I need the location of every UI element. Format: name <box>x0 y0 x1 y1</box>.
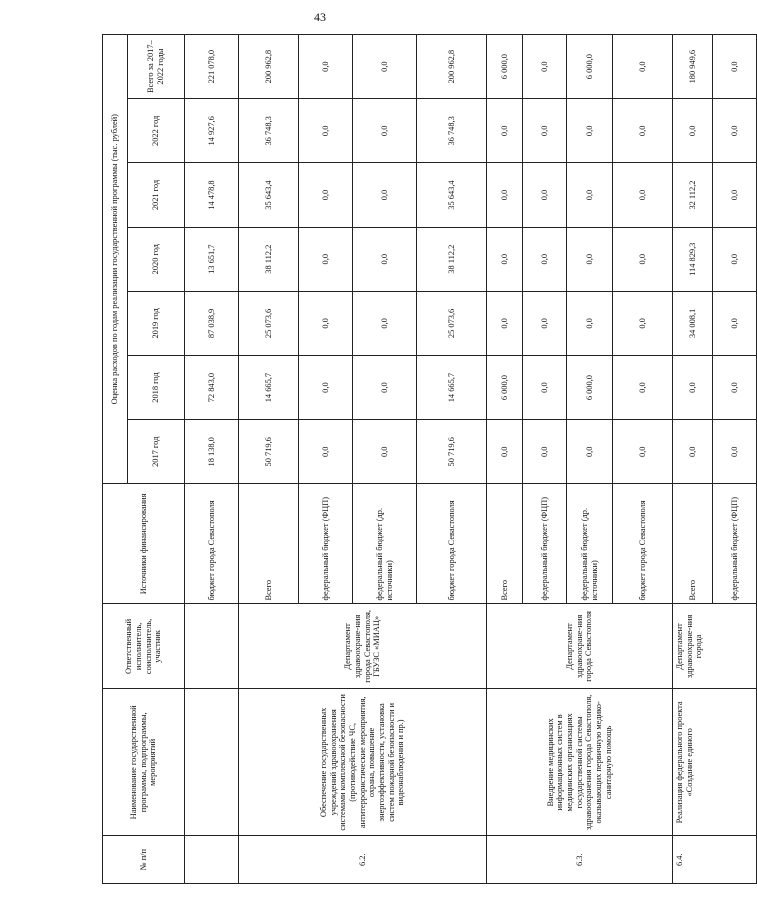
cell-source: бюджет города Севастополя <box>185 484 239 604</box>
cell-value: 0,0 <box>673 99 713 163</box>
cell-value: 0,0 <box>713 99 757 163</box>
cell-value: 0,0 <box>523 35 567 99</box>
cell-value: 6 000,0 <box>487 35 523 99</box>
cell-value: 0,0 <box>713 291 757 355</box>
cell-value: 13 651,7 <box>185 227 239 291</box>
cell-value: 0,0 <box>487 163 523 227</box>
cell-value: 0,0 <box>487 227 523 291</box>
cell-value: 0,0 <box>299 420 353 484</box>
cell-value: 0,0 <box>567 291 613 355</box>
header-estimate: Оценка расходов по годам реализации государственной программы (тыс. рублей) <box>103 35 128 484</box>
cell-value: 25 073,6 <box>417 291 487 355</box>
header-year: 2017 год <box>128 420 185 484</box>
header-year: 2022 год <box>128 99 185 163</box>
header-year: 2018 год <box>128 356 185 420</box>
cell-source: федеральный бюджет (ФЦП) <box>523 484 567 604</box>
header-num: № п/п <box>103 836 185 884</box>
cell-value: 0,0 <box>613 35 673 99</box>
cell-value: 35 643,4 <box>417 163 487 227</box>
cell-value: 0,0 <box>523 420 567 484</box>
cell-value: 0,0 <box>567 227 613 291</box>
cell-value: 0,0 <box>613 99 673 163</box>
cell-value: 0,0 <box>299 99 353 163</box>
cell-value: 0,0 <box>713 356 757 420</box>
cell-num: 6.3. <box>487 836 673 884</box>
cell-value: 72 843,0 <box>185 356 239 420</box>
cell-value: 87 038,9 <box>185 291 239 355</box>
table-row <box>673 35 713 884</box>
cell-value: 0,0 <box>613 356 673 420</box>
cell-value: 0,0 <box>567 163 613 227</box>
cell-value: 0,0 <box>299 163 353 227</box>
cell-value: 0,0 <box>299 227 353 291</box>
cell-source: бюджет города Севастополя <box>417 484 487 604</box>
header-name: Наименование государственной программы, подпрограммы, мероприятий <box>103 689 185 836</box>
header-year: 2019 год <box>128 291 185 355</box>
cell-value: 6 000,0 <box>567 356 613 420</box>
cell-value: 221 078,0 <box>185 35 239 99</box>
cell-value: 38 112,2 <box>239 227 299 291</box>
cell-value: 38 112,2 <box>417 227 487 291</box>
cell-value: 200 962,8 <box>239 35 299 99</box>
cell-value: 25 073,6 <box>239 291 299 355</box>
cell-value: 50 719,6 <box>239 420 299 484</box>
cell-value: 14 927,6 <box>185 99 239 163</box>
budget-table <box>102 34 757 884</box>
table-row <box>487 35 523 884</box>
cell-value: 0,0 <box>713 227 757 291</box>
cell-name: Обеспечение государственных учреждений здравоохранения системами комплексной безопасности (противодействие ЧС, антитеррористические мероприятия, охрана, повышение энергоэффективности, установка систем пожарной безопасности и видеонаблюдения и пр.) <box>239 689 487 836</box>
cell-value: 18 138,0 <box>185 420 239 484</box>
cell-source: федеральный бюджет (ФЦП) <box>299 484 353 604</box>
header-year: 2020 год <box>128 227 185 291</box>
header-responsible: Ответственный исполнитель, соисполнитель, участник <box>103 604 185 689</box>
cell-value: 32 112,2 <box>673 163 713 227</box>
cell-value: 0,0 <box>523 99 567 163</box>
cell-value: 200 962,8 <box>417 35 487 99</box>
cell-value: 0,0 <box>673 356 713 420</box>
cell-source: федеральный бюджет (ФЦП) <box>713 484 757 604</box>
cell-source: Всего <box>673 484 713 604</box>
cell-value: 36 748,3 <box>417 99 487 163</box>
cell-value: 0,0 <box>713 163 757 227</box>
cell-value: 36 748,3 <box>239 99 299 163</box>
cell-source: бюджет города Севастополя <box>613 484 673 604</box>
table-row <box>239 35 299 884</box>
cell-source: Всего <box>487 484 523 604</box>
cell-value: 6 000,0 <box>567 35 613 99</box>
cell-num <box>185 836 239 884</box>
cell-value: 0,0 <box>567 420 613 484</box>
cell-value: 14 478,8 <box>185 163 239 227</box>
cell-value: 0,0 <box>487 291 523 355</box>
cell-value: 0,0 <box>713 35 757 99</box>
cell-responsible <box>185 604 239 689</box>
cell-value: 50 719,6 <box>417 420 487 484</box>
cell-value: 0,0 <box>613 291 673 355</box>
cell-value: 114 829,3 <box>673 227 713 291</box>
cell-value: 0,0 <box>353 420 417 484</box>
cell-value: 0,0 <box>713 420 757 484</box>
cell-value: 0,0 <box>353 227 417 291</box>
cell-value: 0,0 <box>487 420 523 484</box>
cell-value: 0,0 <box>523 163 567 227</box>
cell-value: 0,0 <box>673 420 713 484</box>
cell-value: 0,0 <box>567 99 613 163</box>
cell-value: 0,0 <box>299 356 353 420</box>
cell-num: 6.2. <box>239 836 487 884</box>
cell-value: 0,0 <box>353 356 417 420</box>
cell-value: 0,0 <box>523 356 567 420</box>
cell-value: 0,0 <box>353 35 417 99</box>
cell-value: 14 665,7 <box>239 356 299 420</box>
cell-value: 0,0 <box>613 420 673 484</box>
cell-name: Реализация федерального проекта «Создание единого <box>673 689 757 836</box>
cell-source: федеральный бюджет (др. источники) <box>567 484 613 604</box>
header-total: Всего за 2017–2022 годы <box>128 35 185 99</box>
cell-value: 0,0 <box>353 163 417 227</box>
cell-value: 14 665,7 <box>417 356 487 420</box>
cell-source: Всего <box>239 484 299 604</box>
cell-value: 0,0 <box>613 227 673 291</box>
cell-value: 0,0 <box>523 227 567 291</box>
cell-value: 180 949,6 <box>673 35 713 99</box>
page-number: 43 <box>314 10 326 24</box>
cell-responsible: Департамент здравоохране-ния города Севастополя <box>487 604 673 689</box>
cell-num: 6.4. <box>673 836 757 884</box>
table-row <box>185 35 239 884</box>
cell-value: 0,0 <box>487 99 523 163</box>
cell-value: 0,0 <box>353 291 417 355</box>
cell-value: 0,0 <box>299 35 353 99</box>
cell-name <box>185 689 239 836</box>
cell-name: Внедрение медицинских информационных систем в медицинских организациях государственной системы здравоохранения города Севастополя, оказывающих первичную медико-санитарную помощь <box>487 689 673 836</box>
rotated-table-container <box>102 34 739 884</box>
header-source: Источники финансирования <box>103 484 185 604</box>
cell-value: 0,0 <box>299 291 353 355</box>
cell-value: 0,0 <box>353 99 417 163</box>
header-year: 2021 год <box>128 163 185 227</box>
cell-value: 0,0 <box>523 291 567 355</box>
cell-source: федеральный бюджет (др. источники) <box>353 484 417 604</box>
cell-responsible: Департамент здравоохране-ния города <box>673 604 757 689</box>
cell-value: 6 000,0 <box>487 356 523 420</box>
cell-value: 0,0 <box>613 163 673 227</box>
cell-value: 35 643,4 <box>239 163 299 227</box>
cell-responsible: Департамент здравоохране-ния города Севастополя, ГБУЗС «МИАЦ» <box>239 604 487 689</box>
cell-value: 34 008,1 <box>673 291 713 355</box>
